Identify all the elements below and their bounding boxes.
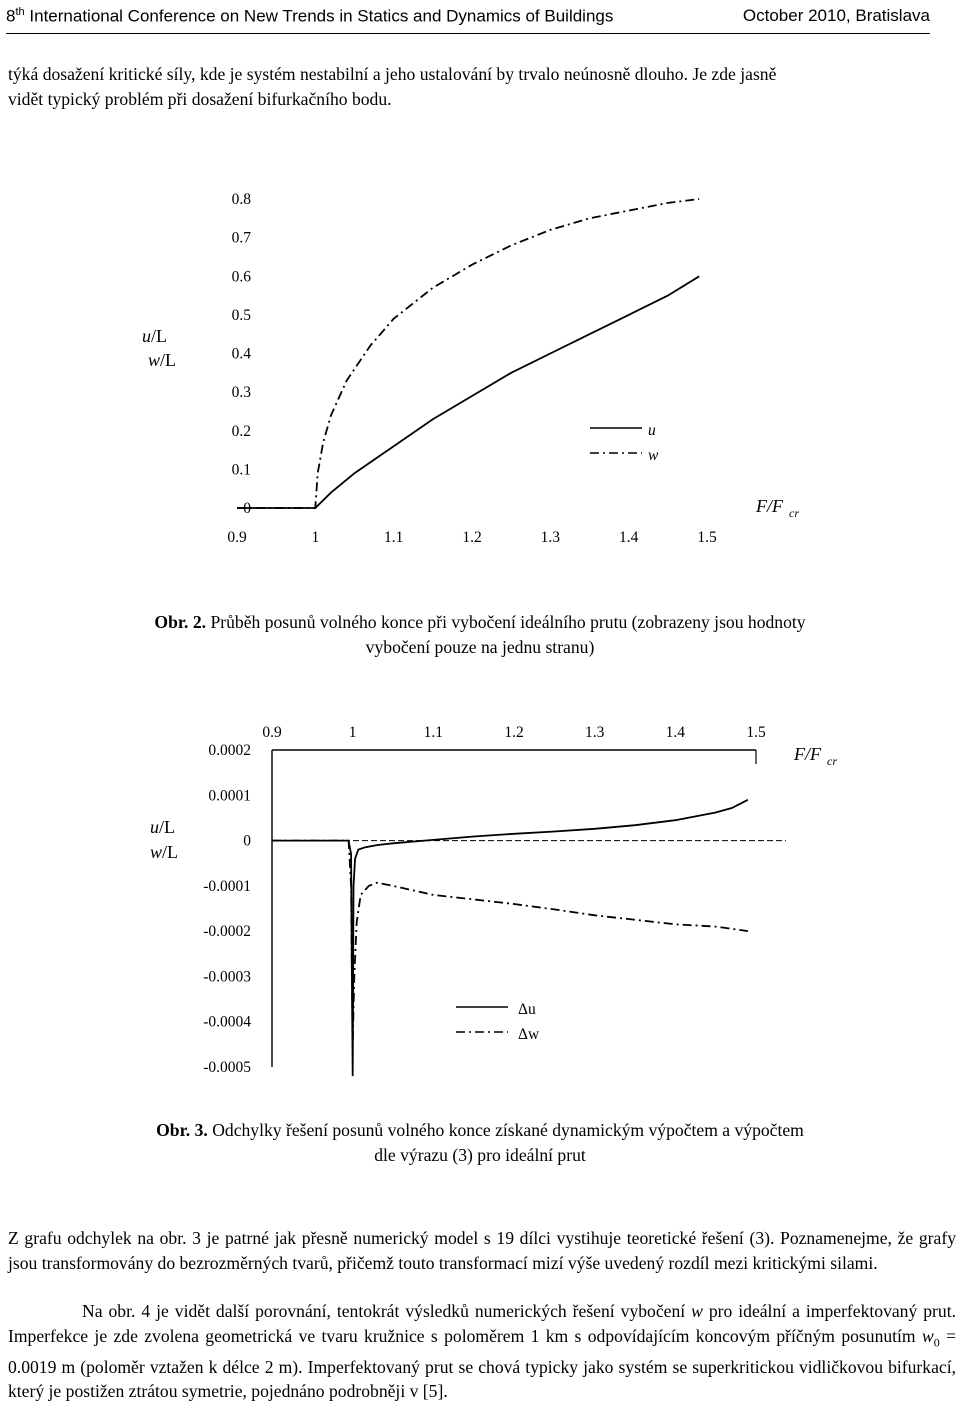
fig3-legend <box>456 1001 540 1043</box>
fig2-series-dashdot <box>237 199 699 508</box>
figure-2-caption <box>0 610 960 659</box>
fig2-ytick-label: 0.8 <box>231 191 251 208</box>
fig3-ytick-label: 0.0001 <box>208 787 251 805</box>
fig3-xtick-label: 1.5 <box>746 724 766 741</box>
fig3-xtick-label: 1.4 <box>665 724 686 741</box>
fig2-xtick-label: 1 <box>311 529 320 546</box>
fig3-ytick-label: -0.0005 <box>203 1059 251 1076</box>
fig3-xtick-label: 1.2 <box>504 724 524 741</box>
fig3-legend-dw-label: Δw <box>518 1026 540 1043</box>
fig2-xtick-label: 1.2 <box>462 529 482 546</box>
figure-3-chart <box>0 700 960 1120</box>
fig2-ytick-label: 0.6 <box>231 268 251 286</box>
fig2-label: Obr. 2. <box>154 612 207 632</box>
fig2-legend <box>590 422 659 464</box>
intro-line-1: týká dosažení kritické síly, kde je systém nestabilní a jeho ustalování by trvalo neúnosně dlouho. Je zde jasně <box>8 64 777 84</box>
fig2-xlabel-sub: cr <box>789 506 799 520</box>
conference-name: 8th International Conference on New Trends in Statics and Dynamics of Buildings <box>6 6 614 26</box>
conference-date: October 2010, Bratislava <box>742 6 930 25</box>
fig3-ytick-label: 0 <box>243 832 251 850</box>
fig2-ylabel-u-rest: /L <box>151 326 167 346</box>
fig3-ytick-label: -0.0003 <box>203 968 251 986</box>
fig2-ytick-label: 0.7 <box>231 229 251 247</box>
intro-line-2: vidět typický problém při dosažení bifurkačního bodu. <box>8 88 392 109</box>
fig3-ytick-label: -0.0001 <box>203 877 251 895</box>
fig3-xtick-label: 1 <box>348 724 357 741</box>
fig2-xtick-label: 1.4 <box>618 529 639 546</box>
fig3-ylabel-w: w/L <box>150 842 179 862</box>
fig3-series-dashdot <box>272 841 748 1045</box>
fig3-legend-du-label: Δu <box>518 1001 536 1018</box>
fig2-series-solid <box>237 276 699 508</box>
fig3-ytick-label: -0.0004 <box>203 1013 251 1031</box>
fig2-xtick-label: 0.9 <box>227 529 247 546</box>
fig2-xtick-label: 1.1 <box>383 529 404 546</box>
fig3-ylabel-u: u/L <box>150 817 175 837</box>
fig2-xtick-label: 1.3 <box>540 529 561 546</box>
fig3-label: Obr. 3. <box>156 1120 208 1140</box>
fig2-legend-u-label: u <box>648 422 656 439</box>
fig3-xlabel: F/F <box>794 744 821 764</box>
fig2-ytick-label: 0.5 <box>231 306 251 324</box>
fig3-caption-line-1: Odchylky řešení posunů volného konce získané dynamickým výpočtem a výpočtem <box>212 1120 804 1140</box>
fig3-ytick-label: -0.0002 <box>203 923 251 941</box>
fig2-ytick-label: 0.3 <box>231 384 251 402</box>
fig3-xtick-label: 1.3 <box>584 724 605 741</box>
fig2-ytick-label: 0 <box>243 500 251 517</box>
fig2-caption-line-2: vybočení pouze na jednu stranu) <box>365 636 595 657</box>
figure-2-chart <box>0 0 960 560</box>
fig2-ytick-label: 0.4 <box>231 345 251 363</box>
fig2-xtick-label: 1.5 <box>697 529 717 546</box>
fig2-ylabel-u: u/L <box>142 326 167 346</box>
fig3-ytick-label: 0.0002 <box>208 742 251 759</box>
body-paragraph-1: Z grafu odchylek na obr. 3 je patrné jak přesně numerický model s 19 dílci vystihuje teoretické řešení (3). Poznamenejme, že grafy jsou transformovány do bezrozměrných tvarů, přičemž touto transformací mizí výše uvedený rozdíl mezi kritickými silami. <box>8 1228 956 1273</box>
fig3-xtick-label: 1.1 <box>423 724 444 741</box>
fig3-caption-line-2: dle výrazu (3) pro ideální prut <box>374 1144 586 1165</box>
fig3-xtick-label: 0.9 <box>262 724 282 741</box>
fig2-xlabel: F/F <box>756 496 783 516</box>
fig2-ytick-label: 0.1 <box>231 461 251 479</box>
fig2-ylabel-w: w/L <box>148 350 177 370</box>
fig2-caption-line-1: Průběh posunů volného konce při vybočení ideálního prutu (zobrazeny jsou hodnoty <box>210 612 806 632</box>
fig2-legend-w-label: w <box>648 447 659 464</box>
body-paragraph-2: Na obr. 4 je vidět další porovnání, tentokrát výsledků numerických řešení vybočení w pro ideální a imperfektovaný prut. Imperfekce je zde zvolena geometrická ve tvaru kružnice s poloměrem 1 km s odpovídajícím koncovým příčným posunutím $w_0 = 0.0019$ m (poloměr vztažen k délce 2 m). Imperfektovaný prut se chová typicky jako systém se superkritickou vidličkovou bifurkací, který je postižen ztrátou symetrie, pojednáno podrobněji v [5]. <box>8 1301 956 1402</box>
fig2-ytick-label: 0.2 <box>231 422 251 440</box>
fig3-xlabel-sub: cr <box>827 754 837 768</box>
figure-3-caption <box>0 1118 960 1167</box>
